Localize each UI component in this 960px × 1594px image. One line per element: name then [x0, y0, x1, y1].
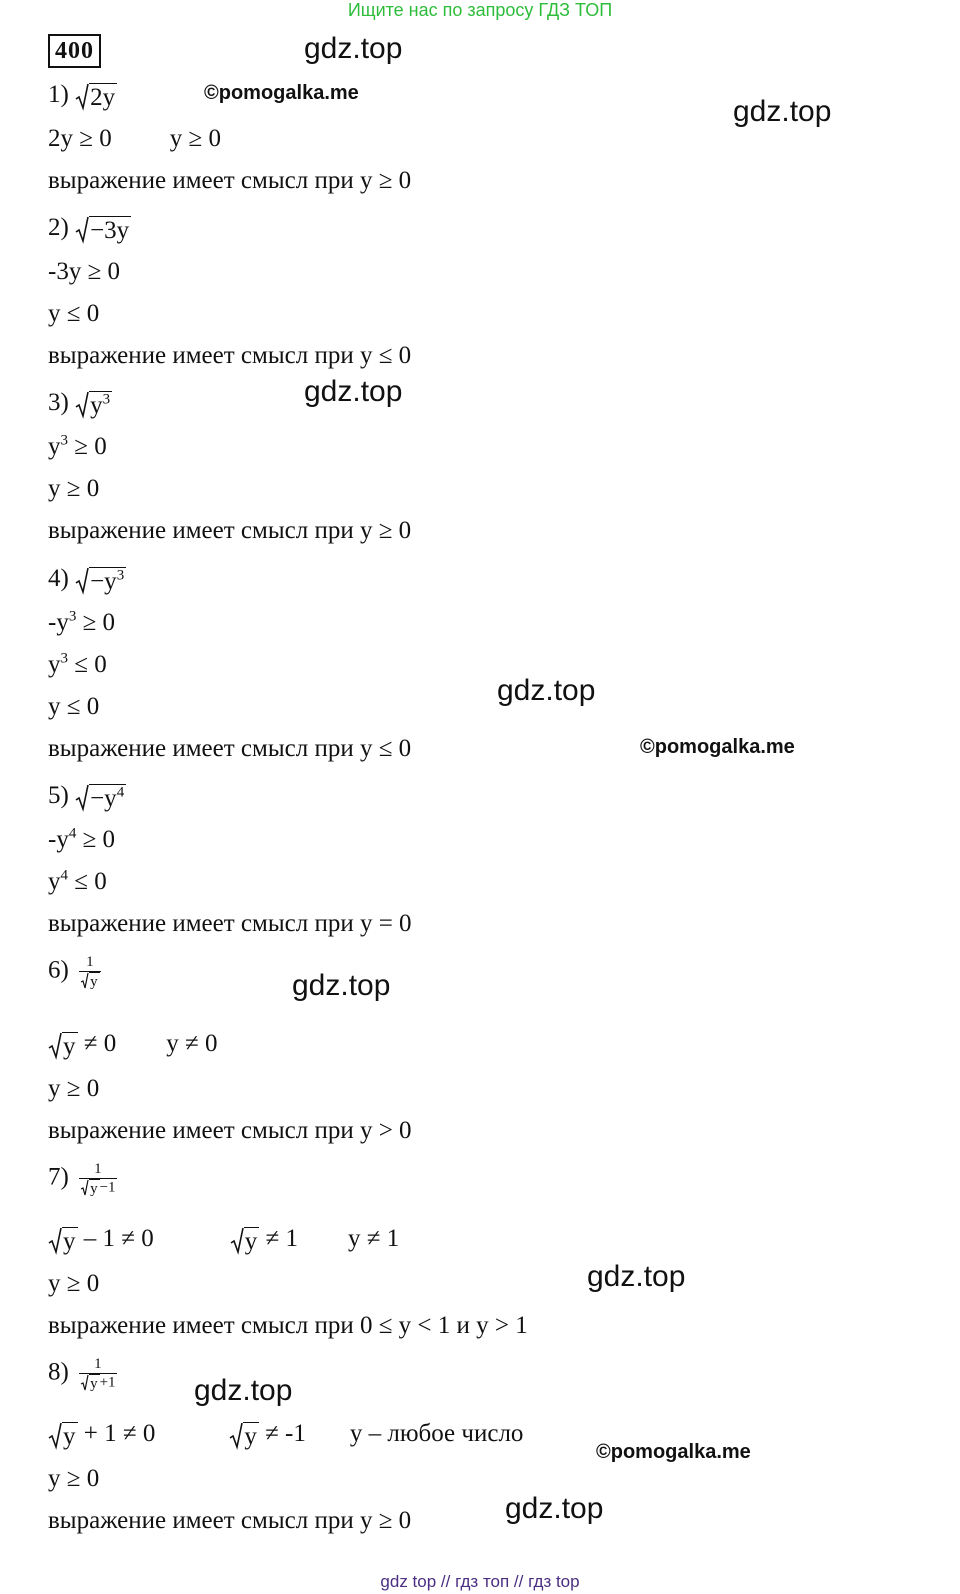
part-6-step: y ≠ 0 y ≠ 0	[48, 1029, 217, 1060]
radicand: 2y	[90, 84, 116, 112]
fraction	[79, 1356, 116, 1392]
sqrt	[75, 214, 131, 244]
exponent: 4	[68, 825, 77, 842]
numerator: 1	[79, 954, 101, 972]
radicand: $y^3$	[90, 392, 111, 420]
part-label: 2)	[48, 214, 69, 241]
part-label: 6)	[48, 956, 69, 984]
sqrt: y	[229, 1420, 259, 1450]
part-1-step	[48, 124, 221, 154]
radicand: $-y^4$	[90, 785, 125, 813]
sqrt: y	[80, 1179, 100, 1197]
part-8-step: y + 1 ≠ 0 y ≠ -1 y – любое число	[48, 1419, 523, 1450]
part-4-step: $y^3 \le 0$	[48, 650, 107, 678]
watermark: gdz.top	[587, 1260, 686, 1293]
sqrt: y	[48, 1225, 78, 1255]
part-3-conclusion: выражение имеет смысл при y ≥ 0	[48, 517, 412, 544]
part-5-step: $-y^4 \ge 0$	[48, 825, 116, 853]
part-3-step: $y^3 \ge 0$	[48, 432, 107, 460]
watermark: gdz.top	[497, 674, 596, 707]
part-label: 4)	[48, 565, 69, 592]
footer-links[interactable]: gdz top // гдз топ // гдз top	[380, 1572, 580, 1591]
part-2-step: -3y ≥ 0	[48, 258, 121, 285]
part-2-conclusion: выражение имеет смысл при y ≤ 0	[48, 342, 412, 369]
part-5-conclusion: выражение имеет смысл при y = 0	[48, 910, 412, 937]
sqrt: y	[48, 1030, 78, 1060]
watermark: gdz.top	[304, 375, 403, 408]
part-label: 7)	[48, 1163, 69, 1191]
exponent: 3	[102, 392, 111, 409]
inequality: y – любое число	[349, 1420, 524, 1447]
sqrt	[75, 565, 126, 595]
part-4-conclusion: выражение имеет смысл при y ≤ 0	[48, 735, 412, 762]
sqrt	[75, 389, 112, 419]
sqrt: y	[80, 972, 100, 990]
inequality: y ≠ 0	[166, 1030, 218, 1057]
part-8-expression	[48, 1356, 117, 1392]
numerator: 1	[79, 1161, 116, 1179]
sqrt	[75, 81, 117, 111]
part-7-step: y – 1 ≠ 0 y ≠ 1 y ≠ 1	[48, 1224, 399, 1255]
part-4-step: $-y^3 \ge 0$	[48, 608, 116, 636]
part-8-conclusion: выражение имеет смысл при y ≥ 0	[48, 1507, 412, 1534]
part-4-expression	[48, 564, 126, 595]
part-label: 1)	[48, 81, 69, 108]
part-5-step: $y^4 \le 0$	[48, 867, 107, 895]
sqrt: y	[48, 1420, 78, 1450]
fraction	[79, 954, 101, 990]
exponent: 3	[60, 432, 68, 449]
numerator: 1	[79, 1356, 116, 1374]
task-number: 400	[48, 34, 101, 68]
inequality: y ≥ 0	[169, 125, 221, 152]
part-3-step: y ≥ 0	[48, 475, 100, 502]
part-2-step: y ≤ 0	[48, 300, 100, 327]
part-6-conclusion: выражение имеет смысл при y > 0	[48, 1117, 412, 1144]
part-4-step: y ≤ 0	[48, 693, 100, 720]
exponent: 4	[60, 867, 68, 884]
exponent: 3	[68, 608, 77, 625]
watermark: gdz.top	[733, 95, 832, 128]
watermark: gdz.top	[292, 969, 391, 1002]
search-hint-link[interactable]: Ищите нас по запросу ГДЗ ТОП	[347, 0, 613, 20]
denominator	[79, 972, 101, 990]
part-6-step: y ≥ 0	[48, 1075, 100, 1102]
part-7-conclusion: выражение имеет смысл при 0 ≤ y < 1 и y > 1	[48, 1312, 528, 1339]
exponent: 3	[116, 568, 125, 585]
part-2-expression	[48, 213, 131, 244]
part-1-conclusion: выражение имеет смысл при y ≥ 0	[48, 167, 412, 194]
inequality: 2y ≥ 0	[48, 125, 112, 152]
part-7-step: y ≥ 0	[48, 1270, 100, 1297]
sqrt: y	[230, 1225, 260, 1255]
part-1-expression	[48, 80, 117, 111]
watermark: gdz.top	[194, 1374, 293, 1407]
part-6-expression	[48, 954, 101, 990]
part-label: 5)	[48, 782, 69, 809]
exponent: 3	[60, 650, 68, 667]
inequality: y ≠ 1	[347, 1225, 400, 1252]
denominator: y +1	[79, 1374, 116, 1392]
part-5-expression	[48, 781, 126, 812]
radicand: $-y^3$	[90, 568, 125, 596]
part-3-expression	[48, 388, 112, 419]
copyright-watermark: ©pomogalka.me	[596, 1441, 751, 1463]
part-7-expression	[48, 1161, 117, 1197]
radicand: −3y	[90, 217, 130, 245]
part-label: 8)	[48, 1358, 69, 1386]
sqrt	[75, 782, 126, 812]
copyright-watermark: ©pomogalka.me	[640, 736, 795, 758]
watermark: gdz.top	[304, 32, 403, 65]
fraction	[79, 1161, 116, 1197]
copyright-watermark: ©pomogalka.me	[204, 82, 359, 104]
watermark: gdz.top	[505, 1492, 604, 1525]
part-8-step: y ≥ 0	[48, 1465, 100, 1492]
part-label: 3)	[48, 389, 69, 416]
denominator: y −1	[79, 1179, 116, 1197]
sqrt: y	[80, 1374, 100, 1392]
exponent: 4	[116, 785, 125, 802]
